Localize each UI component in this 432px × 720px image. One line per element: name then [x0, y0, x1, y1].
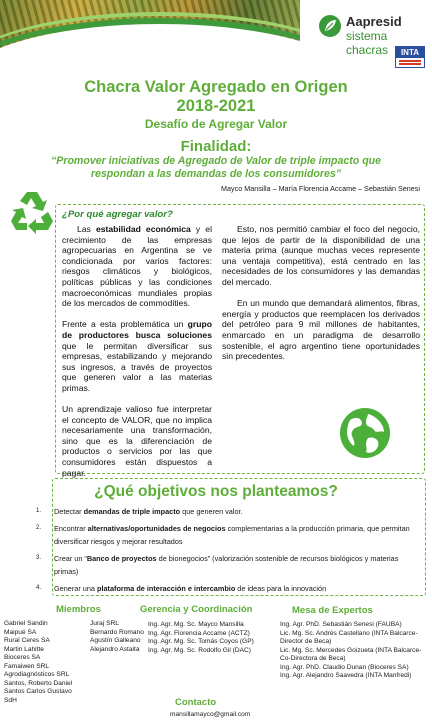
globe-icon	[338, 406, 392, 460]
why-paragraph: Un aprendizaje valioso fue interpretar el concepto de VALOR, que no implica necesariamente una transformación, sino que es la diferenciación de productos o servicios por las que consumidores están dispuestos a pagar.	[62, 404, 212, 478]
member-item: Santos, Roberto Daniel	[4, 679, 73, 687]
member-item: Juraj SRL	[90, 620, 119, 627]
member-item: Agrodiagnósticos SRL	[4, 671, 70, 678]
gerencia-item: Ing. Agr. Florencia Accame (ACTZ)	[148, 629, 250, 637]
mesa-list	[280, 621, 421, 681]
expert-item: Ing. Agr. PhD. Sebastián Senesi (FAUBA)	[280, 621, 402, 628]
recycle-icon	[8, 188, 56, 234]
objectives-list	[36, 505, 420, 599]
objective-item: 4. Generar una plataforma de interacción e intercambio de ideas para la innovación	[36, 584, 327, 593]
brand-name: Aapresid	[346, 14, 402, 29]
why-paragraph: Frente a esta problemática un grupo de productores busca soluciones que le permitan diversificar sus empresas, estabilizando y mejorando sus ingresos, a través de proyectos que generen valor a las materias primas.	[62, 319, 212, 393]
member-item: Bernardo Romano	[90, 628, 144, 636]
header-crop-field-image	[0, 0, 300, 74]
objective-item: 2. Encontrar alternativas/oportunidades de negocios complementarias a la producción primaria, que permitan diversificar riesgos y mejorar resultados	[36, 524, 410, 546]
why-paragraph: Esto, nos permitió cambiar el foco del negocio, que lejos de partir de la disponibilidad de una materia prima (aunque muchas veces represente una ventaja competitiva), está centrado en las necesidades de los consumidores y las demandas del mercado.	[222, 224, 420, 287]
gerencia-item: Ing. Agr. Mg. Sc. Rodolfo Gil (DAC)	[148, 646, 251, 654]
gerencia-heading: Gerencia y Coordinación	[140, 604, 253, 615]
why-left-column	[62, 224, 212, 489]
finalidad-heading: Finalidad:	[180, 138, 252, 155]
why-paragraph: En un mundo que demandará alimentos, fibras, energía y productos que reemplacen los derivados del petróleo para 9 mil millones de habitantes, enmarcado en un paradigma de desarrollo sostenible, el agro argentino tiene oportunidades sin precedentes.	[222, 298, 420, 362]
gerencia-list	[148, 621, 254, 655]
poster-title: Chacra Valor Agregado en Origen	[84, 78, 348, 96]
objective-item: 3. Crear un “Banco de proyectos de bionegocios” (valorización sostenible de recursos biológicos y materias primas)	[36, 554, 399, 576]
why-right-column	[222, 224, 420, 372]
gerencia-item: Ing. Agr. Mg. Sc. Tomás Coyos (GP)	[148, 638, 254, 645]
miembros-list-2	[90, 620, 144, 654]
poster-years: 2018-2021	[176, 97, 256, 115]
member-item: Gabriel Sandin	[4, 620, 48, 627]
member-item: SdH	[4, 696, 17, 704]
inta-stripes-icon	[399, 60, 421, 66]
brand-subtitle: sistema chacras	[346, 29, 389, 57]
inta-logo	[395, 46, 425, 68]
expert-item: Ing. Agr. PhD. Claudio Dunan (Bioceres SA)	[280, 663, 409, 671]
poster-subtitle: Desafío de Agregar Valor	[144, 117, 288, 131]
inta-label: INTA	[396, 47, 424, 58]
contacto-heading: Contacto	[175, 697, 217, 708]
authors-line: Mayco Mansilla – María Florencia Accame – Sebastián Senesi	[221, 184, 420, 193]
why-paragraph: Las estabilidad económica y el crecimiento de las empresas agropecuarias en Argentina se ve condicionada por varios factores: riesgos climáticos y biológicos, políticas públicas y las condiciones macroeconómicas mundiales propias de los mercados de commodities.	[62, 224, 212, 309]
finalidad-quote: “Promover iniciativas de Agregado de Valor de triple impacto que respondan a las demandas de los consumidores”	[50, 155, 382, 180]
expert-item: Ing. Agr. Alejandro Saavedra (INTA Manfredi)	[280, 672, 412, 679]
expert-item: Co-Directora de Beca)	[280, 655, 346, 662]
expert-item: Director de Beca)	[280, 638, 332, 645]
miembros-heading: Miembros	[56, 604, 101, 615]
why-heading: ¿Por qué agregar valor?	[62, 209, 173, 220]
member-item: Agustín Galleano	[90, 637, 141, 644]
member-item: Alejandro Astaita	[90, 645, 140, 653]
contact-email-link[interactable]: mansillamayco@gmail.com	[170, 711, 251, 718]
expert-item: Lic. Mg. Sc. Andrés Castellano (INTA Balcarce-	[280, 629, 418, 637]
miembros-list-1	[4, 620, 72, 705]
member-item: Maipué SA	[4, 628, 37, 636]
member-item: Santos Carlos Gustavo	[4, 688, 72, 695]
member-item: Famaiwen SRL	[4, 662, 50, 670]
member-item: Martin Lahitte	[4, 645, 44, 653]
expert-item: Lic. Mg. Sc. Mercedes Goizueta (INTA Balcarce-	[280, 646, 422, 654]
member-item: Rural Ceres SA	[4, 637, 50, 644]
member-item: Bioceres SA	[4, 654, 41, 661]
aapresid-leaf-icon	[318, 14, 342, 38]
objective-item: 1. Detectar demandas de triple impacto que generen valor.	[36, 507, 243, 516]
objectives-heading: ¿Qué objetivos nos planteamos?	[94, 483, 338, 500]
gerencia-item: Ing. Agr. Mg. Sc. Mayco Mansilla	[148, 621, 244, 628]
mesa-heading: Mesa de Expertos	[292, 605, 373, 616]
